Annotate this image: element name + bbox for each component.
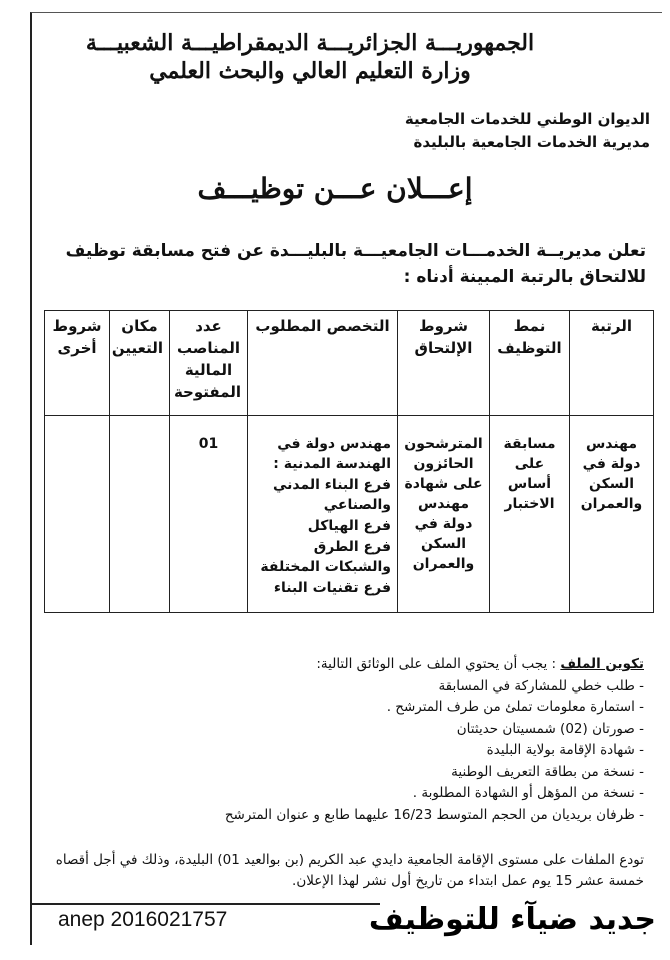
list-item: - طلب خطي للمشاركة في المسابقة	[44, 676, 644, 698]
directorate-name: مديرية الخدمات الجامعية بالبليدة	[413, 133, 650, 151]
deposit-paragraph: تودع الملفات على مستوى الإقامة الجامعية دايدي عبد الكريم (بن بوالعيد 01) البليدة، وذلك في أجل أقصاه خمسة عشر 15 يوم عمل ابتداء من تاريخ أول نشر لهذا الإعلان.	[55, 852, 644, 889]
specialty-item: فرع تقنيات البناء	[273, 580, 391, 596]
announcement-title: إعـــلان عـــن توظيـــف	[197, 172, 473, 205]
list-item: - صورتان (02) شمسيتان حديثتان	[44, 719, 644, 741]
header-other-conditions: شروط أخرى	[45, 311, 110, 416]
republic-header: الجمهوريـــة الجزائريـــة الديمقراطيـــة الشعبيـــة	[85, 30, 535, 56]
header-rank: الرتبة	[570, 311, 654, 416]
specialty-title: مهندس دولة في الهندسة المدنية :	[273, 436, 391, 472]
cell-rank: مهندس دولة في السكن والعمران	[570, 416, 654, 613]
footer-divider	[30, 903, 380, 905]
header-positions-count: عدد المناصب المالية المفتوحة	[170, 311, 248, 416]
header-location: مكان التعيين	[110, 311, 170, 416]
watermark-text: جديد ضيآء للتوظيف	[368, 902, 656, 937]
header-recruitment-mode: نمط التوظيف	[490, 311, 570, 416]
cell-specialty	[248, 416, 398, 613]
list-item: - ظرفان بريديان من الحجم المتوسط 16/23 عليهما طابع و عنوان المترشح	[44, 805, 644, 827]
file-requirements-label: تكوين الملف	[560, 656, 644, 672]
cell-conditions: المترشحون الحائزون على شهادة مهندس دولة في السكن والعمران	[398, 416, 490, 613]
file-requirements-heading	[44, 654, 644, 676]
cell-other-conditions	[45, 416, 110, 613]
ministry-header: وزارة التعليم العالي والبحث العلمي	[149, 58, 471, 84]
documents-list	[44, 676, 644, 827]
cell-location	[110, 416, 170, 613]
file-requirements	[44, 654, 644, 826]
positions-table	[44, 310, 654, 613]
list-item: - نسخة من المؤهل أو الشهادة المطلوبة .	[44, 783, 644, 805]
specialty-item: فرع الطرق والشبكات المختلفة	[260, 539, 391, 575]
file-requirements-intro: : يجب أن يحتوي الملف على الوثائق التالية:	[316, 656, 557, 672]
table-row	[45, 416, 654, 613]
list-item: - نسخة من بطاقة التعريف الوطنية	[44, 762, 644, 784]
header-specialty: التخصص المطلوب	[248, 311, 398, 416]
list-item: - شهادة الإقامة بولاية البليدة	[44, 740, 644, 762]
intro-paragraph: تعلن مديريــة الخدمـــات الجامعيـــة بالبليـــدة عن فتح مسابقة توظيف للالتحاق بالرتبة المبينة أدناه :	[65, 241, 646, 287]
specialty-item: فرع البناء المدني والصناعي	[272, 477, 391, 513]
cell-recruitment-mode: مسابقة على أساس الاختبار	[490, 416, 570, 613]
list-item: - استمارة معلومات تملئ من طرف المترشح .	[44, 697, 644, 719]
anep-reference: anep 2016021757	[58, 908, 228, 931]
header-conditions: شروط الإلتحاق	[398, 311, 490, 416]
specialty-item: فرع الهياكل	[307, 518, 391, 534]
table-header-row	[45, 311, 654, 416]
office-name: الديوان الوطني للخدمات الجامعية	[404, 110, 650, 128]
cell-positions-count: 01	[170, 416, 248, 613]
